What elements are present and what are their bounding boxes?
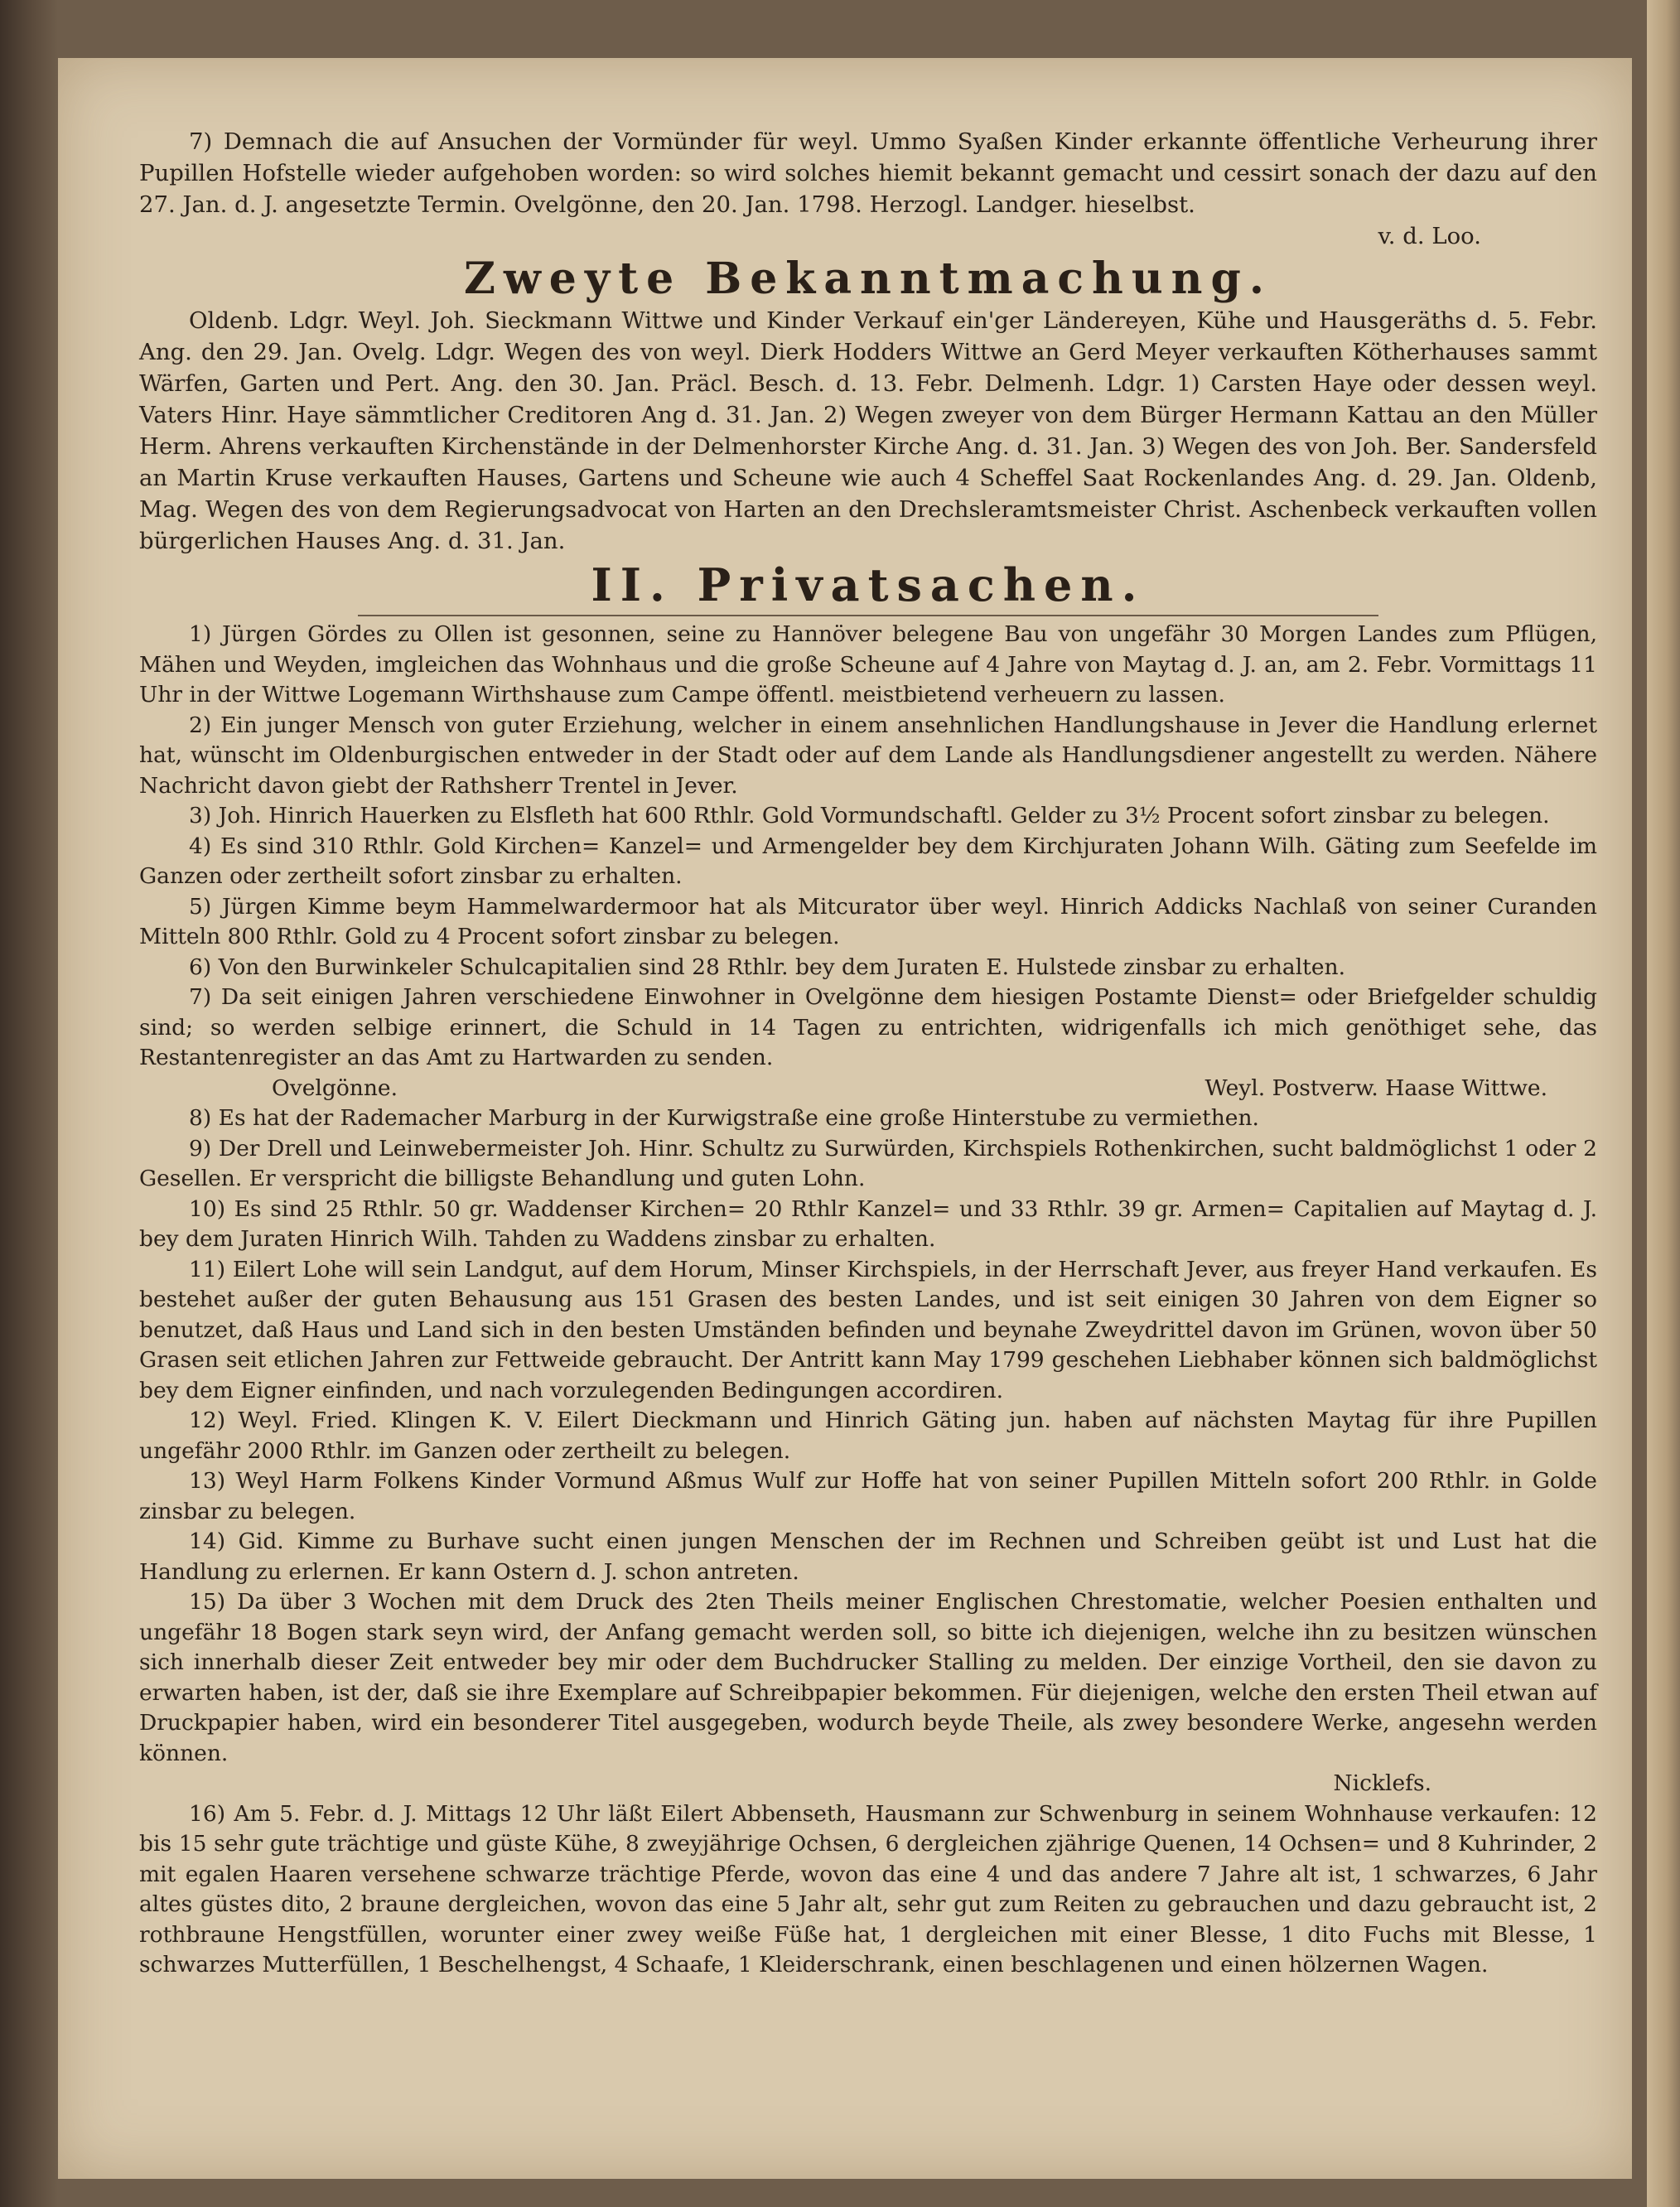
privat-item: 4) Es sind 310 Rthlr. Gold Kirchen= Kanzel= und Armengelder bey dem Kirchjuraten Johann Wilh. Gäting zum Seefelde im Ganzen oder zertheilt sofort zinsbar zu erhalten. [139, 833, 1597, 889]
privat-item: 10) Es sind 25 Rthlr. 50 gr. Waddenser Kirchen= 20 Rthlr Kanzel= und 33 Rthlr. 39 gr. Armen= Capitalien auf Maytag d. J. bey dem Juraten Hinrich Wilh. Tahden zu Waddens zinsbar zu erhalten. [139, 1195, 1597, 1252]
privat-item: 5) Jürgen Kimme beym Hammelwardermoor hat als Mitcurator über weyl. Hinrich Addicks Nachlaß von seiner Curanden Mitteln 800 Rthlr. Gold zu 4 Procent sofort zinsbar zu belegen. [139, 893, 1597, 949]
page-edge [1647, 0, 1680, 2207]
privat-15-signature-row [139, 1769, 1597, 1799]
notice-7: 7) Demnach die auf Ansuchen der Vormünder für weyl. Ummo Syaßen Kinder erkannte öffentliche Verheurung ihrer Pupillen Hofstelle wieder aufgehoben worden: so wird solches hiemit bekannt gemacht und cessirt sonach der dazu auf den 27. Jan. d. J. angesetzte Termin. Ovelgönne, den 20. Jan. 1798. Herzogl. Landger. hieselbst. [139, 128, 1597, 218]
bekanntmachung-text: Oldenb. Ldgr. Weyl. Joh. Sieckmann Wittwe und Kinder Verkauf ein'ger Ländereyen, Kühe und Hausgeräths d. 5. Febr. Ang. den 29. Jan. Ovelg. Ldgr. Wegen des von weyl. Dierk Hodders Wittwe an Gerd Meyer verkauften Kötherhauses sammt Wärfen, Garten und Pert. Ang. den 30. Jan. Präcl. Besch. d. 13. Febr. Delmenh. Ldgr. 1) Carsten Haye oder dessen weyl. Vaters Hinr. Haye sämmtlicher Creditoren Ang d. 31. Jan. 2) Wegen zweyer von dem Bürger Hermann Kattau an den Müller Herm. Ahrens verkauften Kirchenstände in der Delmenhorster Kirche Ang. d. 31. Jan. 3) Wegen des von Joh. Ber. Sandersfeld an Martin Kruse verkauften Hauses, Gartens und Scheune wie auch 4 Scheffel Saat Rockenlandes Ang. d. 29. Jan. Oldenb, Mag. Wegen des von dem Regierungsadvocat von Harten an den Drechsleramtsmeister Christ. Aschenbeck verkauften vollen bürgerlichen Hauses Ang. d. 31. Jan. [139, 307, 1597, 554]
privat-item: 6) Von den Burwinkeler Schulcapitalien sind 28 Rthlr. bey dem Juraten E. Hulstede zinsbar zu erhalten. [189, 954, 1345, 980]
privat-item: 7) Da seit einigen Jahren verschiedene Einwohner in Ovelgönne dem hiesigen Postamte Dienst= oder Briefgelder schuldig sind; so werden selbige erinnert, die Schuld in 14 Tagen zu entrichten, widrigenfalls ich mich genöthiget sehe, das Restantenregister an das Amt zu Hartwarden zu senden. [139, 984, 1597, 1070]
privat-item: 11) Eilert Lohe will sein Landgut, auf dem Horum, Minser Kirchspiels, in der Herrschaft Jever, aus freyer Hand verkaufen. Es bestehet außer der guten Behausung aus 151 Grasen des besten Landes, und ist seit einigen 30 Jahren von dem Eigner so benutzet, daß Haus und Land sich in den besten Umständen befinden und beynahe Zweydrittel davon im Grünen, wovon über 50 Grasen seit etlichen Jahren zur Fettweide gebraucht. Der Antritt kann May 1799 geschehen Liebhaber können sich baldmöglichst bey dem Eigner einfinden, und nach vorzulegenden Bedingungen accordiren. [139, 1256, 1597, 1403]
privat-7-place: Ovelgönne. [272, 1075, 398, 1101]
privat-15-signature: Nicklefs. [1333, 1770, 1431, 1796]
heading-privatsachen: II. Privatsachen. [591, 558, 1146, 611]
privat-item: 2) Ein junger Mensch von guter Erziehung, welcher in einem ansehnlichen Handlungshause in Jever die Handlung erlernet hat, wünscht im Oldenburgischen entweder in der Stadt oder auf dem Lande als Handlungsdiener angestellt zu werden. Nähere Nachricht davon giebt der Rathsherr Trentel in Jever. [139, 712, 1597, 799]
privat-item: 8) Es hat der Rademacher Marburg in der Kurwigstraße eine große Hinterstube zu vermiethen. [189, 1105, 1259, 1131]
privat-item: 3) Joh. Hinrich Hauerken zu Elsfleth hat 600 Rthlr. Gold Vormundschaftl. Gelder zu 3½ Procent sofort zinsbar zu belegen. [189, 803, 1550, 828]
privat-7-signature-row [139, 1074, 1597, 1104]
heading-zweyte-bekanntmachung: Zweyte Bekanntmachung. [464, 254, 1272, 304]
page-text [139, 126, 1597, 1981]
privat-item: 15) Da über 3 Wochen mit dem Druck des 2ten Theils meiner Englischen Chrestomatie, welcher Poesien enthalten und ungefähr 18 Bogen stark seyn wird, der Anfang gemacht werden soll, so bitte ich diejenigen, welche ihn zu besitzen wünschen sich innerhalb dieser Zeit entweder bey mir oder dem Buchdrucker Stalling zu melden. Der einzige Vortheil, den sie davon zu erwarten haben, ist der, daß sie ihre Exemplare auf Schreibpapier bekommen. Für diejenigen, welche den ersten Theil etwan auf Druckpapier haben, wird ein besonderer Titel ausgegeben, wodurch beyde Theile, als zwey besondere Werke, angesehn werden können. [139, 1589, 1597, 1766]
privat-7-name: Weyl. Postverw. Haase Wittwe. [1204, 1075, 1547, 1101]
privat-item: 9) Der Drell und Leinwebermeister Joh. Hinr. Schultz zu Surwürden, Kirchspiels Rothenkirchen, sucht baldmöglichst 1 oder 2 Gesellen. Er verspricht die billigste Behandlung und guten Lohn. [139, 1135, 1597, 1191]
privat-item: 13) Weyl Harm Folkens Kinder Vormund Aßmus Wulf zur Hoffe hat von seiner Pupillen Mitteln sofort 200 Rthlr. in Golde zinsbar zu belegen. [139, 1468, 1597, 1524]
privat-item: 14) Gid. Kimme zu Burhave sucht einen jungen Menschen der im Rechnen und Schreiben geübt ist und Lust hat die Handlung zu erlernen. Er kann Ostern d. J. schon antreten. [139, 1528, 1597, 1585]
privat-item: 12) Weyl. Fried. Klingen K. V. Eilert Dieckmann und Hinrich Gäting jun. haben auf nächsten Maytag für ihre Pupillen ungefähr 2000 Rthlr. im Ganzen oder zertheilt zu belegen. [139, 1408, 1597, 1464]
separator-rule [358, 615, 1378, 616]
notice-7-signature: v. d. Loo. [1378, 223, 1481, 249]
privat-item: 1) Jürgen Gördes zu Ollen ist gesonnen, seine zu Hannöver belegene Bau von ungefähr 30 Morgen Landes zum Pflügen, Mähen und Weyden, imgleichen das Wohnhaus und die große Scheune auf 4 Jahre von Maytag d. J. an, am 2. Febr. Vormittags 11 Uhr in der Wittwe Logemann Wirthshause zum Campe öffentl. meistbietend verheuern zu lassen. [139, 621, 1597, 707]
notice-7-signature-row [139, 220, 1597, 252]
privatsachen-list [139, 620, 1597, 1981]
privat-item: 16) Am 5. Febr. d. J. Mittags 12 Uhr läßt Eilert Abbenseth, Hausmann zur Schwenburg in seinem Wohnhause verkaufen: 12 bis 15 sehr gute trächtige und güste Kühe, 8 zweyjährige Ochsen, 6 dergleichen zjährige Quenen, 14 Ochsen= und 8 Kuhrinder, 2 mit egalen Haaren versehene schwarze trächtige Pferde, wovon das eine 4 und das andere 7 Jahre alt ist, 1 schwarzes, 6 Jahr altes güstes dito, 2 braune dergleichen, wovon das eine 5 Jahr alt, sehr gut zum Reiten zu gebrauchen und dazu gebraucht ist, 2 rothbraune Hengstfüllen, worunter einer zwey weiße Füße hat, 1 dergleichen mit einer Blesse, 1 dito Fuchs mit Blesse, 1 schwarzes Mutterfüllen, 1 Beschelhengst, 4 Schaafe, 1 Kleiderschrank, einen beschlagenen und einen hölzernen Wagen. [139, 1800, 1597, 1978]
